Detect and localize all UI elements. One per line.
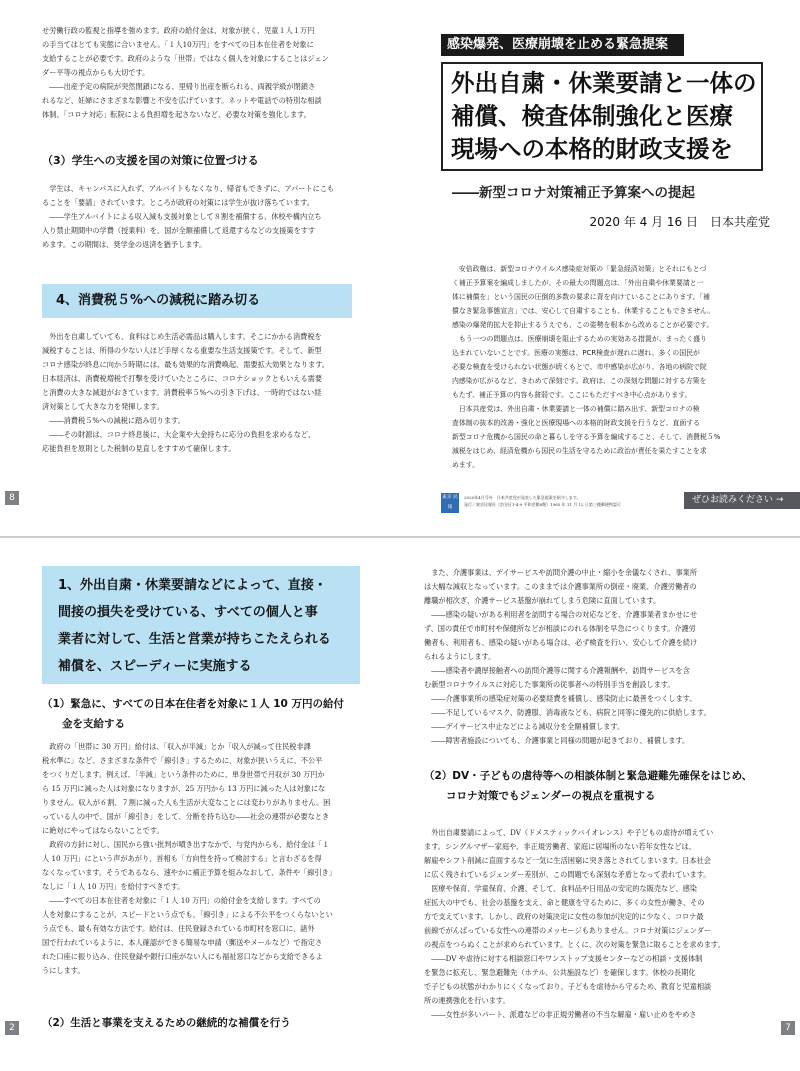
text-line: 国で行われているように、本人確認ができる簡易な申請（郵送やメールなど）で指定さ xyxy=(42,938,323,947)
text-line: 政府の「世帯に 30 万円」給付は、「収入が半減」とか「収入が減って住民税非課 xyxy=(49,742,311,751)
p7-sec2-heading xyxy=(424,766,776,806)
text-line: をつくりだします。例えば、「半減」という条件のために、単身世帯で月収が 30 万円か xyxy=(42,770,325,779)
text-line: 税水準に」など、さまざまな条件で「線引き」するために、対象が狭いうえに、不公平 xyxy=(42,756,323,765)
text-line: ――消費税５%への減税に踏み切ります。 xyxy=(49,416,185,425)
p7-sec2-text xyxy=(424,826,774,1022)
text-line: 減税することは、所得の少ない人ほど手厚くなる重要な生活支援策です。そして、新型 xyxy=(42,346,322,355)
text-line: に絶対にやってはならないことです。 xyxy=(42,826,164,835)
text-line: の手当てはとても実態に合いません。「１人10万円」をすべての日本在住者を対象に xyxy=(42,40,314,49)
text-line: う点でも、最も有効な方法です。給付は、住民登録されている市町村を窓口に、諸外 xyxy=(42,924,315,933)
text-line: 所の連携強化を行います。 xyxy=(424,996,510,1005)
text-line: 解雇やシフト削減に直面するなど一気に生活困窮に突き落とされてしまいます。日本社会 xyxy=(424,856,711,865)
text-line: 症拡大の中でも、社会の基盤を支え、命と健康を守るために、多くの女性が働き、その xyxy=(424,898,705,907)
text-line: で子どもの状態がわかりにくくなっており、子どもを虐待から守るため、教育と児童相談 xyxy=(424,982,712,991)
text-line: めます。 xyxy=(452,461,480,469)
text-line: ――デイサービス中止などによる減収分を全額補償します。 xyxy=(431,722,625,731)
footer-line: 発行／東京民報社（渋谷区1-4-9 平和会館8階）1965 年 11 月 12 日第三種郵便物認可 xyxy=(464,502,621,507)
text-line: れるなど、妊婦にさまざまな影響と不安を広げています。ネットや電話での特別な相談 xyxy=(42,96,322,105)
p2-sec2-heading: （2）生活と事業を支えるための継続的な補償を行う xyxy=(42,1017,291,1029)
text-line: りません。収入が６割、７割に減った人も生活が大変なことには変わりがありません。困 xyxy=(42,798,331,807)
text-line: 体に補償を」という国民の圧倒的多数の要求に背を向けていることにあります。「補 xyxy=(452,293,710,301)
p8-sec3-heading: （3）学生への支援を国の対策に位置づける xyxy=(42,154,259,167)
read-more-label: ぜひお読みください → xyxy=(692,495,784,505)
text-line: 体制、「コロナ対応」転院による負担増を起さないなど、必要な対策を強化します。 xyxy=(42,110,311,119)
heading-line: 金を支給する xyxy=(62,718,125,730)
text-line: 外出自粛要請によって、DV（ドメスティックバイオレンス）や子どもの虐待が増えてい xyxy=(431,828,714,837)
title-line: 間接の損失を受けている、すべての個人と事 xyxy=(58,605,318,620)
text-line: 外出を自粛していても、食料はじめ生活必需品は購入します。そこにかかる消費税を xyxy=(49,332,322,341)
text-line: 医療や保育、学童保育、介護、そして、食料品や日用品の安定的な販売など、感染 xyxy=(431,884,697,893)
text-line: られるようにします。 xyxy=(424,652,496,661)
text-line: ――女性が多いパート、派遣などの非正規労働者の不当な解雇・雇い止めをやめさ xyxy=(431,1010,697,1019)
p2-sec1-title-box xyxy=(42,566,360,684)
text-line: 政府の方針に対し、国民から強い批判が噴き出すなかで、与党内からも、給付金は「１ xyxy=(49,840,330,849)
text-line: もう一つの問題点は、医療崩壊を阻止するための実効ある措置が、まったく盛り xyxy=(458,335,707,343)
text-line: もたず、補正予算の内容も貧弱です。ここにもただすべき中心点があります。 xyxy=(452,391,692,399)
text-line: 内感染が広がるなど、きわめて深刻です。政府は、この深刻な問題に対する方策を xyxy=(452,377,707,385)
p8-intro-text xyxy=(42,24,378,122)
text-line: に広く残されているジェンダー差別が、この問題でも深刻な矛盾となって表れています。 xyxy=(424,870,711,879)
footer-line: 2020年4月号外 日本共産党が発表した緊急提案を紹介します。 xyxy=(464,495,581,500)
text-line: 感染の爆発的拡大を抑止するうえでも、この姿勢を根本から改めることが必要です。 xyxy=(452,321,714,329)
p2-sec1-text xyxy=(42,740,380,978)
text-line: 入り禁止期間中の学費（授業料）を、国が全額補償して返還するなどの支援策をすす xyxy=(42,226,316,235)
text-line: 学生は、キャンパスに入れず、アルバイトもなくなり、帰省もできずに、アパートにこも xyxy=(49,184,335,193)
page-divider xyxy=(0,536,800,538)
text-line: 込まれていないことです。医療の実態は、PCR検査が遅れに遅れ、多くの国民が xyxy=(452,349,700,357)
p2-sec1-heading xyxy=(42,694,380,734)
section-title: 4、消費税５%への減税に踏み切る xyxy=(56,293,261,308)
cover-body-text xyxy=(452,262,772,472)
p7-top-text xyxy=(424,566,774,748)
text-line: は大幅な減収となっています。このままでは介護事業所の倒産・廃業、介護労働者の xyxy=(424,582,697,591)
text-line: と消費の大きな減退がおきています。消費税率５%への引き下げは、一時的ではない経 xyxy=(42,388,322,397)
banner-text: 感染爆発、医療崩壊を止める緊急提案 xyxy=(447,37,669,52)
text-line: ることを「要請」されています。ところが政府の対策には学生が抜け落ちています。 xyxy=(42,198,314,207)
text-line: めます。この期間は、奨学金の返済を猶予します。 xyxy=(42,240,207,249)
text-line: 新型コロナ危機から国民の命と暮らしを守る予算を編成すること、そして、消費税５% xyxy=(452,433,721,441)
text-line: ――不足しているマスク、防護服、消毒液なども、病院と同等に優先的に供給します。 xyxy=(431,708,711,717)
text-line: の視点をつらぬくことが求められています。とくに、次の対策を緊急に取ることを求めます。 xyxy=(424,940,725,949)
cover-title-box xyxy=(441,62,763,171)
text-line: 償なき緊急事態宣言」では、安心して自粛することも、休業することもできません。 xyxy=(452,307,715,315)
text-line: せ労働行政の監視と指導を強めます。政府の給付金は、対象が狭く、児童１人１万円 xyxy=(42,26,315,35)
text-line: 前線でがんばっている女性への連帯のメッセージもありません。コロナ対策にジェンダー xyxy=(424,926,712,935)
title-line: 補償、検査体制強化と医療 xyxy=(451,102,733,130)
text-line: ――感染者や濃厚接触者への訪問介護等に関する介護報酬や、訪問サービスを含 xyxy=(431,666,690,675)
text-line: 応能負担を原則とした税制の見直しをすすめて確保します。 xyxy=(42,444,236,453)
page-number: 2 xyxy=(5,1021,19,1035)
text-line: ――介護事業所の感染症対策の必要経費を補償し、感染防止に最善をつくします。 xyxy=(431,694,697,703)
title-line: 業者に対して、生活と営業が持ちこたえられる xyxy=(58,632,331,647)
text-line: を緊急に拡充し、緊急避難先（ホテル、公共施設など）を確保します。休校の長期化 xyxy=(424,968,696,977)
read-more-tag[interactable] xyxy=(684,492,800,509)
text-line: ら 15 万円に減った人は対象になりますが、25 万円から 13 万円に減った人は対象にな xyxy=(42,784,326,793)
text-line: ――感染の疑いがある利用者を訪問する場合の対応などを、介護事業者まかせにせ xyxy=(431,610,698,619)
cover-subtitle: ――新型コロナ対策補正予算案への提起 xyxy=(452,185,695,201)
cover-banner xyxy=(441,34,684,56)
text-line: く補正予算案を編成しましたが、その最大の問題点は、「外出自粛や休業要請と一 xyxy=(452,279,704,287)
logo-text: 東京 民報 xyxy=(442,495,458,510)
text-line: 人 10 万円」にという声があがり、首相も「方向性を持って検討する」と言わざるを得 xyxy=(42,854,322,863)
heading-line: （1）緊急に、すべての日本在住者を対象に１人 10 万円の給付 xyxy=(42,698,345,710)
text-line: ――出産予定の病院が突然閉鎖になる、里帰り出産を断られる、両親学級が閉鎖さ xyxy=(49,82,316,91)
text-line: 日本共産党は、外出自粛・休業要請と一体の補償に踏み出す、新型コロナの検 xyxy=(458,405,700,413)
text-line: ――その財源は、コロナ終息後に、大企業や大金持ちに応分の負担を求めるなど、 xyxy=(49,430,316,439)
text-line: 済対策として大きな力を発揮します。 xyxy=(42,402,164,411)
text-line: 離職が相次ぎ、介護サービス基盤が崩れてしまう危険に直面しています。 xyxy=(424,596,661,605)
text-line: ず、国の責任で市町村や保健所などが相談にのれる体制を早急につくります。介護労 xyxy=(424,624,696,633)
text-line: コロナ感染が終息に向かう時期には、最も効果的な消費喚起、需要拡大効果となります。 xyxy=(42,360,329,369)
text-line: ――障害者施設についても、介護事業と同様の問題が起きており、補償します。 xyxy=(431,736,690,745)
text-line: 日本経済は、消費税増税で打撃を受けていたところに、コロナショックともいえる需要 xyxy=(42,374,323,383)
publisher-logo xyxy=(441,493,459,513)
text-line: 方で支えています。しかし、政府の対策決定に女性の参加が決定的に少なく、コロナ最 xyxy=(424,912,704,921)
text-line: む新型コロナウイルスに対応した事業所の従事者への特別手当を創設します。 xyxy=(424,680,675,689)
text-line: なしに「１人 10 万円」を給付すべきです。 xyxy=(42,882,185,891)
title-line: 補償を、スピーディーに実施する xyxy=(58,659,252,674)
text-line: 働者も、利用者も、感染の疑いがある場合は、必ず検査を行い、安心して介護を続け xyxy=(424,638,698,647)
text-line: っている人の中で、国が「線引き」をして、分断を持ち込む――社会の連帯が必要なとき xyxy=(42,812,330,821)
text-line: 安倍政権は、新型コロナウイルス感染症対策の「緊急経済対策」とそれにもとづ xyxy=(458,265,707,273)
text-line: 支給することが必要です。政府のような「世帯」ではなく個人を対象にすることはジェン xyxy=(42,54,329,63)
text-line: 査体制の抜本的改善・強化と医療現場への本格的財政支援を行うなど、直面する xyxy=(452,419,701,427)
title-line: 現場への本格的財政支援を xyxy=(451,135,733,163)
text-line: れた口座に振り込み、住民登録や銀行口座がない人にも福祉窓口などから支給できるよ xyxy=(42,952,323,961)
text-line: ――すべての日本在住者を対象に「１人 10 万円」の給付金を支給します。すべての xyxy=(49,896,321,905)
heading-line: （2）DV・子どもの虐待等への相談体制と緊急避難先確保をはじめ、 xyxy=(424,770,753,782)
cover-date-author: 2020 年 4 月 16 日 日本共産党 xyxy=(589,215,770,229)
p8-sec4-title-box xyxy=(42,284,352,318)
page-number: 8 xyxy=(5,491,19,505)
text-line: うにします。 xyxy=(42,966,85,975)
title-line: 1、外出自粛・休業要請などによって、直接・ xyxy=(58,578,327,593)
cover-footer-note xyxy=(464,494,664,508)
text-line: ――学生アルバイトによる収入減も支援対象として８割を補償する、休校や構内立ち xyxy=(49,212,322,221)
text-line: 人を対象にすることが、スピードという点でも、「線引き」による不公平をつくらないとい xyxy=(42,910,333,919)
text-line: ダー平等の視点からも大切です。 xyxy=(42,68,150,77)
title-line: 外出自粛・休業要請と一体の xyxy=(451,69,757,97)
text-line: ――DV や虐待に対する相談窓口やワンストップ支援センターなどの相談・支援体制 xyxy=(431,954,703,963)
p8-sec4-text xyxy=(42,330,378,456)
text-line: なくなっています。そうであるなら、速やかに補正予算を組みなおして、条件や「線引き」 xyxy=(42,868,336,877)
text-line: 減税をはじめ、経済危機から国民の生活を守るために政治が責任を果たすことを求 xyxy=(452,447,707,455)
page-number: 7 xyxy=(781,1021,795,1035)
heading-line: コロナ対策でもジェンダーの視点を重視する xyxy=(446,790,656,802)
text-line: ます。シングルマザー家庭や、非正規労働者、家庭に居場所のない若年女性などは、 xyxy=(424,842,696,851)
text-line: また、介護事業は、デイサービスや訪問介護の中止・縮小を余儀なくされ、事業所 xyxy=(431,568,698,577)
p8-sec3-text xyxy=(42,182,378,252)
text-line: 必要な検査を受けられない状態が続くもとで、市中感染が広がり、各地の病院で院 xyxy=(452,363,707,371)
